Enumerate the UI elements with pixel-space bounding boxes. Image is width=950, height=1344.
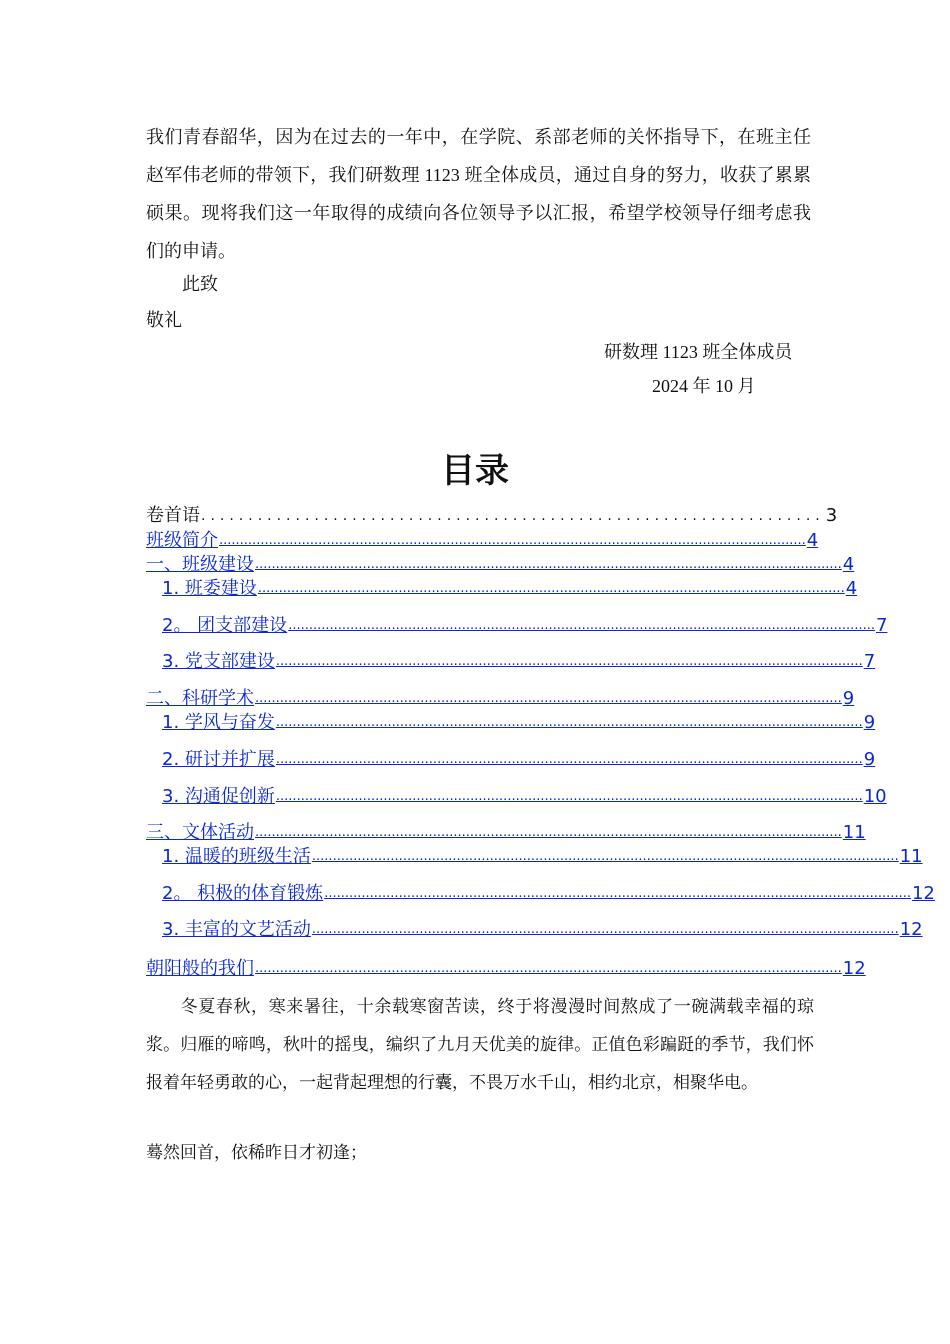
toc-entry-label: 2。 团支部建设 xyxy=(162,615,288,636)
toc-entry-page: 10 xyxy=(863,786,887,807)
toc-entry-label: 1. 温暖的班级生活 xyxy=(162,846,311,867)
toc-leader: .............................................................................................................................................. xyxy=(311,922,899,937)
toc-entry-link[interactable] xyxy=(162,882,935,904)
toc-entry-label: 2. 研讨并扩展 xyxy=(162,749,275,770)
toc-leader: .............................................................................................................................................. xyxy=(275,789,863,804)
intro-line: 蓦然回首，依稀昨日才初逢； xyxy=(146,1143,367,1163)
date-line: 2024 年 10 月 xyxy=(652,376,756,396)
toc-entry-page: 4 xyxy=(845,578,858,599)
toc-entry-label: 朝阳般的我们 xyxy=(146,958,254,979)
toc-entry-page: 9 xyxy=(863,749,876,770)
letter-paragraph xyxy=(146,118,811,270)
toc-leader: .............................................................................................................................................. xyxy=(324,886,911,901)
toc-leader: .............................................................................................................................................. xyxy=(219,533,806,548)
toc-entry-label: 1. 学风与奋发 xyxy=(162,712,275,733)
toc-entry-page: 7 xyxy=(863,651,876,672)
toc-entry-link[interactable] xyxy=(162,650,876,672)
toc-entry[interactable] xyxy=(146,504,838,526)
toc-entry-link[interactable] xyxy=(146,529,819,551)
toc-entry-page: 7 xyxy=(875,615,888,636)
toc-entry-page: 12 xyxy=(842,958,866,979)
toc-entry-label: 3. 丰富的文艺活动 xyxy=(162,919,311,940)
toc-entry-link[interactable] xyxy=(162,748,876,770)
toc-entry-link[interactable] xyxy=(162,577,858,599)
closing-regards: 敬礼 xyxy=(146,310,182,330)
toc-leader: .............................................................................................................................................. xyxy=(255,961,842,976)
toc-entry-label: 2。 积极的体育锻炼 xyxy=(162,883,324,904)
toc-leader: .............................................................................................................................................. xyxy=(288,618,875,633)
intro-text: 冬夏春秋，寒来暑往，十余载寒窗苦读，终于将漫漫时间熬成了一碗满载幸福的琼浆。归雁的啼鸣，秋叶的摇曳，编织了九月天优美的旋律。正值色彩蹁跹的季节，我们怀报着年轻勇敢的心，一起背起理想的行囊，不畏万水千山，相约北京，相聚华电。 xyxy=(146,997,814,1093)
toc-entry-label: 3. 沟通促创新 xyxy=(162,786,275,807)
toc-leader: .............................................................................................................................................. xyxy=(257,581,845,596)
toc-entry-page: 12 xyxy=(911,883,935,904)
toc-entry-page: 3 xyxy=(825,505,838,526)
toc-title: 目录 xyxy=(441,451,509,491)
toc-entry-label: 卷首语 xyxy=(146,505,200,526)
toc-entry-page: 4 xyxy=(806,530,819,551)
closing-salutation: 此致 xyxy=(182,274,218,294)
toc-entry-page: 9 xyxy=(863,712,876,733)
toc-entry-label: 班级简介 xyxy=(146,530,218,551)
toc-entry-link[interactable] xyxy=(146,553,855,575)
toc-entry-label: 三、文体活动 xyxy=(146,822,254,843)
signature-line: 研数理 1123 班全体成员 xyxy=(604,342,793,362)
toc-leader: .............................................................................................................................................. xyxy=(255,691,842,706)
toc-entry-link[interactable] xyxy=(162,614,888,636)
toc-entry-page: 11 xyxy=(842,822,866,843)
toc-entry-link[interactable] xyxy=(162,918,923,940)
toc-entry-link[interactable] xyxy=(146,821,866,843)
toc-leader: .............................................................................................................................................. xyxy=(275,715,863,730)
letter-body-text: 我们青春韶华，因为在过去的一年中，在学院、系部老师的关怀指导下，在班主任赵军伟老师的带领下，我们研数理 1123 班全体成员，通过自身的努力，收获了累累硕果。现将我们这一年取得的成绩向各位领导予以汇报，希望学校领导仔细考虑我们的申请。 xyxy=(146,127,811,261)
toc-leader: .............................................................................................................................................. xyxy=(255,825,842,840)
toc-entry-label: 3. 党支部建设 xyxy=(162,651,275,672)
toc-entry-label: 一、班级建设 xyxy=(146,554,254,575)
toc-leader: .............................................................................................................................................. xyxy=(275,752,863,767)
toc-entry-link[interactable] xyxy=(146,687,855,709)
toc-entry-page: 12 xyxy=(899,919,923,940)
toc-entry-link[interactable] xyxy=(146,957,866,979)
toc-entry-link[interactable] xyxy=(162,785,887,807)
toc-leader: .............................................................................................................................................. xyxy=(275,654,863,669)
toc-entry-link[interactable] xyxy=(162,845,923,867)
toc-leader: .................................................................. xyxy=(201,508,825,524)
toc-entry-page: 11 xyxy=(899,846,923,867)
toc-entry-page: 4 xyxy=(842,554,855,575)
toc-entry-page: 9 xyxy=(842,688,855,709)
toc-leader: .............................................................................................................................................. xyxy=(255,557,842,572)
toc-entry-link[interactable] xyxy=(162,711,876,733)
toc-entry-label: 二、科研学术 xyxy=(146,688,254,709)
toc-leader: .............................................................................................................................................. xyxy=(311,849,899,864)
toc-entry-label: 1. 班委建设 xyxy=(162,578,257,599)
intro-paragraph xyxy=(146,988,814,1102)
